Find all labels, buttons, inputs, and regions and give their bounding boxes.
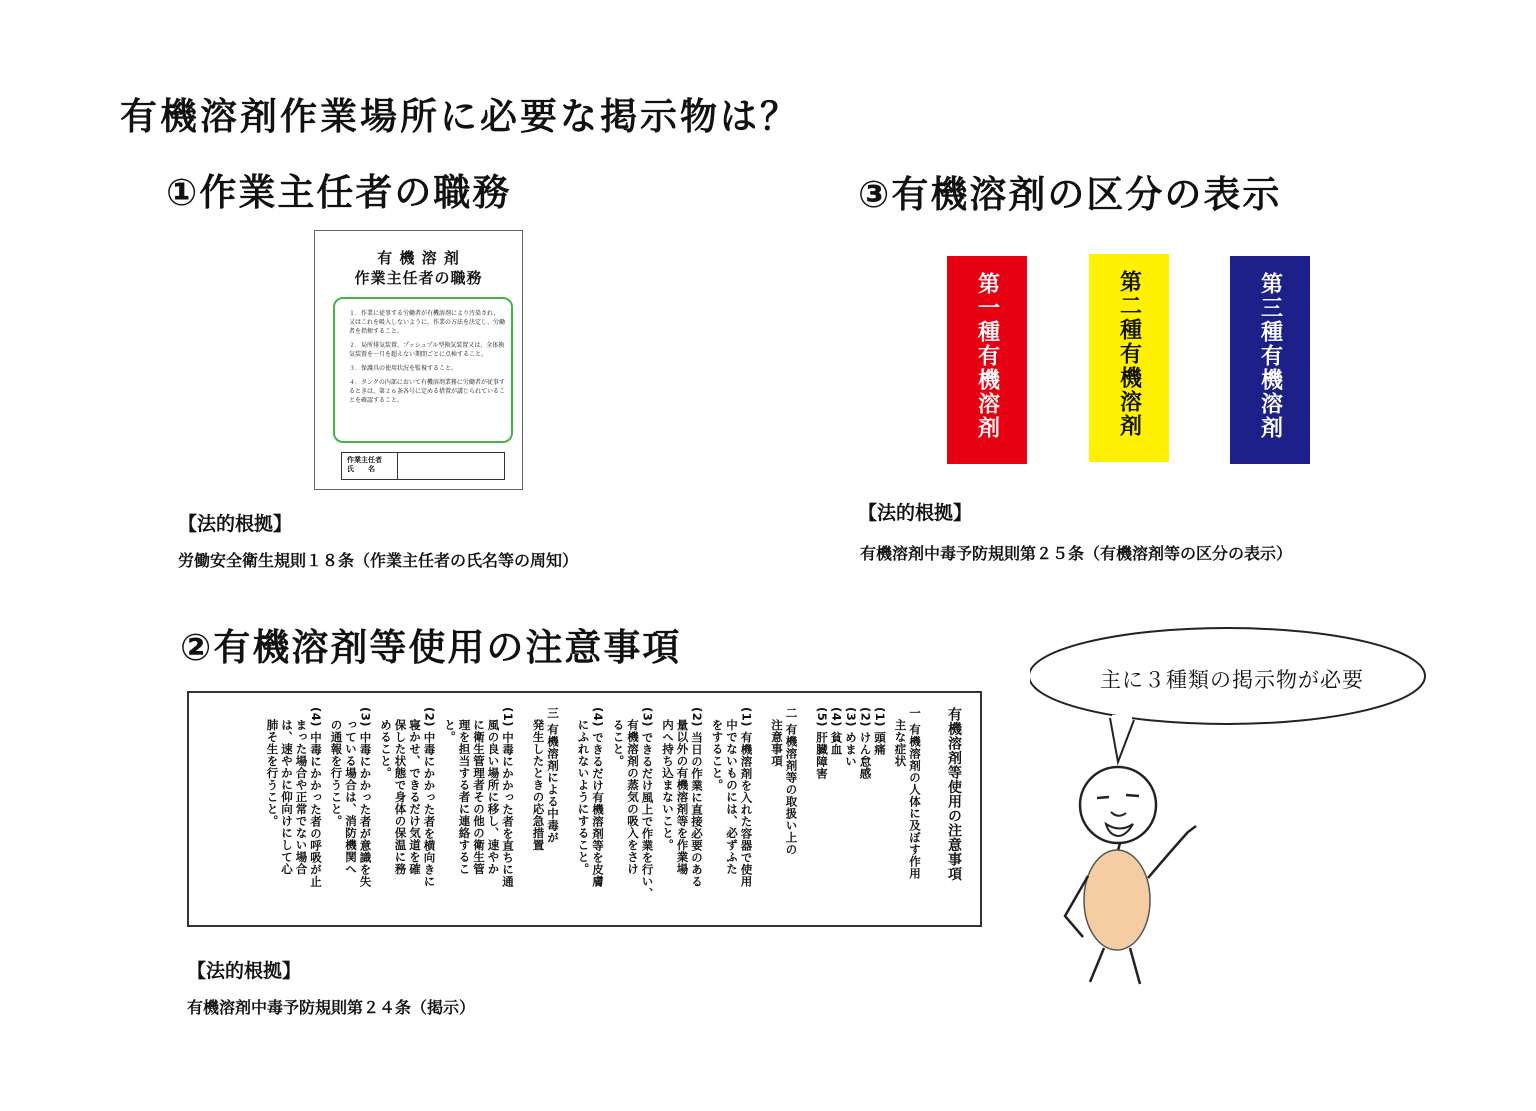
notice-heading-3b: 発生したときの応急措置 bbox=[531, 707, 546, 851]
first-aid-line: は、速やかに仰向けにして心 bbox=[280, 707, 294, 875]
handling-line: ること。 bbox=[611, 707, 626, 767]
poster-name-label bbox=[342, 453, 398, 479]
symptom-item: (3) めまい bbox=[844, 707, 858, 768]
first-aid-line: 保した状態で身体の保温に務 bbox=[393, 707, 408, 875]
poster-duties-box bbox=[333, 297, 513, 443]
sig-label-line2: 氏 名 bbox=[347, 465, 375, 473]
class1-solvent-banner bbox=[947, 256, 1027, 464]
poster-name-table bbox=[341, 452, 505, 480]
section3-basis-label: 【法的根拠】 bbox=[858, 502, 973, 524]
notice-title: 有機溶剤等使用の注意事項 bbox=[946, 707, 962, 881]
section1-basis-label: 【法的根拠】 bbox=[178, 513, 293, 535]
banner-label: 第二種有機溶剤 bbox=[1116, 270, 1142, 438]
poster-duty-item: ３．保護具の使用状況を監視すること。 bbox=[349, 365, 458, 372]
symptom-item: (2) けん怠感 bbox=[858, 707, 873, 780]
first-aid-line: (4) 中毒にかかった者の呼吸が止 bbox=[309, 707, 323, 888]
handling-line: 内へ持ち込まないこと。 bbox=[661, 707, 675, 851]
banner-label: 第一種有機溶剤 bbox=[974, 272, 1000, 440]
first-aid-line: と。 bbox=[443, 707, 457, 743]
first-aid-line: の通報を行うこと。 bbox=[329, 707, 344, 827]
notice-columns bbox=[265, 707, 964, 917]
poster-duty-item: １．作業に従事する労働者が有機溶剤により汚染され、又はこれを吸入しないように、作業の方法を決定し、労働者を指揮すること。 bbox=[349, 310, 506, 335]
handling-line: をすること。 bbox=[710, 707, 725, 791]
notice-heading-2: 二 有機溶剤等の取扱い上の bbox=[784, 707, 799, 856]
poster-title-line1: 有 機 溶 剤 bbox=[377, 249, 460, 267]
poster-duty-item: ４．タンクの内部において有機溶剤業務に労働者が従事するときは、第２６条各号に定める措置が講じられていることを確認すること。 bbox=[349, 379, 506, 404]
section3-basis-text: 有機溶剤中毒予防規則第２５条（有機溶剤等の区分の表示） bbox=[860, 544, 1293, 563]
first-aid-line: (1) 中毒にかかった者を直ちに通 bbox=[501, 707, 515, 888]
first-aid-line: (3) 中毒にかかった者が意識を失 bbox=[358, 707, 373, 888]
first-aid-line: に衛生管理者その他の衛生管 bbox=[472, 707, 486, 875]
first-aid-line: 風の良い場所に移し、速やか bbox=[486, 707, 501, 875]
symptom-item: (1) 頭痛 bbox=[873, 707, 887, 756]
notice-heading-3: 三 有機溶剤による中毒が bbox=[546, 707, 560, 844]
section1-basis-text: 労働安全衛生規則１８条（作業主任者の氏名等の周知） bbox=[178, 551, 579, 570]
figure-body bbox=[1084, 850, 1150, 950]
section1-title: ①作業主任者の職務 bbox=[166, 171, 512, 214]
banner-label: 第三種有機溶剤 bbox=[1257, 272, 1283, 440]
speech-bubble-text: 主に３種類の掲示物が必要 bbox=[1100, 668, 1364, 692]
handling-line: にふれないようにすること。 bbox=[576, 707, 591, 875]
section2-title: ②有機溶剤等使用の注意事項 bbox=[180, 626, 682, 669]
sig-label-line1: 作業主任者 bbox=[347, 456, 382, 464]
supervisor-duties-poster bbox=[314, 230, 523, 490]
section2-basis-label: 【法的根拠】 bbox=[187, 960, 302, 982]
poster-title-line2: 作業主任者の職務 bbox=[354, 269, 483, 287]
notice-heading-1b: 主な症状 bbox=[893, 707, 908, 767]
handling-line: 中でないものには、必ずふた bbox=[725, 707, 739, 875]
class2-solvent-banner bbox=[1089, 254, 1169, 462]
handling-line: 量以外の有機溶剤等を作業場 bbox=[675, 707, 690, 875]
symptom-item: (5) 肝臓障害 bbox=[815, 707, 829, 780]
handling-line: 有機溶剤の蒸気の吸入をさけ bbox=[626, 707, 640, 875]
first-aid-line: (2) 中毒にかかった者を横向きに bbox=[422, 707, 437, 888]
handling-line: (3) できるだけ風上で作業を行い、 bbox=[640, 707, 655, 900]
first-aid-line: 寝かせ、できるだけ気道を確 bbox=[408, 707, 422, 875]
first-aid-line: 理を担当する者に連絡するこ bbox=[457, 707, 472, 875]
usage-precautions-notice bbox=[187, 691, 982, 927]
first-aid-line: 肺そ生を行うこと。 bbox=[265, 707, 280, 827]
notice-heading-1: 一 有機溶剤の人体に及ぼす作用 bbox=[908, 707, 922, 880]
handling-line: (2) 当日の作業に直接必要のある bbox=[690, 707, 704, 888]
poster-duty-item: ２．局所排気装置、プッシュプル型換気装置又は、全体換気装置を一月を超えない期間ごとに点検すること。 bbox=[349, 342, 505, 358]
section3-title: ③有機溶剤の区分の表示 bbox=[858, 173, 1282, 216]
class3-solvent-banner bbox=[1230, 256, 1310, 464]
poster-name-blank bbox=[398, 453, 504, 479]
handling-line: (4) できるだけ有機溶剤等を皮膚 bbox=[591, 707, 605, 888]
handling-line: (1) 有機溶剤を入れた容器で使用 bbox=[739, 707, 754, 888]
notice-heading-2b: 注意事項 bbox=[770, 707, 784, 767]
first-aid-line: めること。 bbox=[379, 707, 393, 779]
section2-basis-text: 有機溶剤中毒予防規則第２４条（掲示） bbox=[187, 998, 476, 1017]
page-title: 有機溶剤作業場所に必要な掲示物は？ bbox=[120, 95, 800, 138]
symptom-item: (4) 貧血 bbox=[829, 707, 844, 756]
first-aid-line: まった場合や正常でない場合 bbox=[294, 707, 309, 875]
first-aid-line: っている場合は、消防機関へ bbox=[344, 707, 358, 875]
